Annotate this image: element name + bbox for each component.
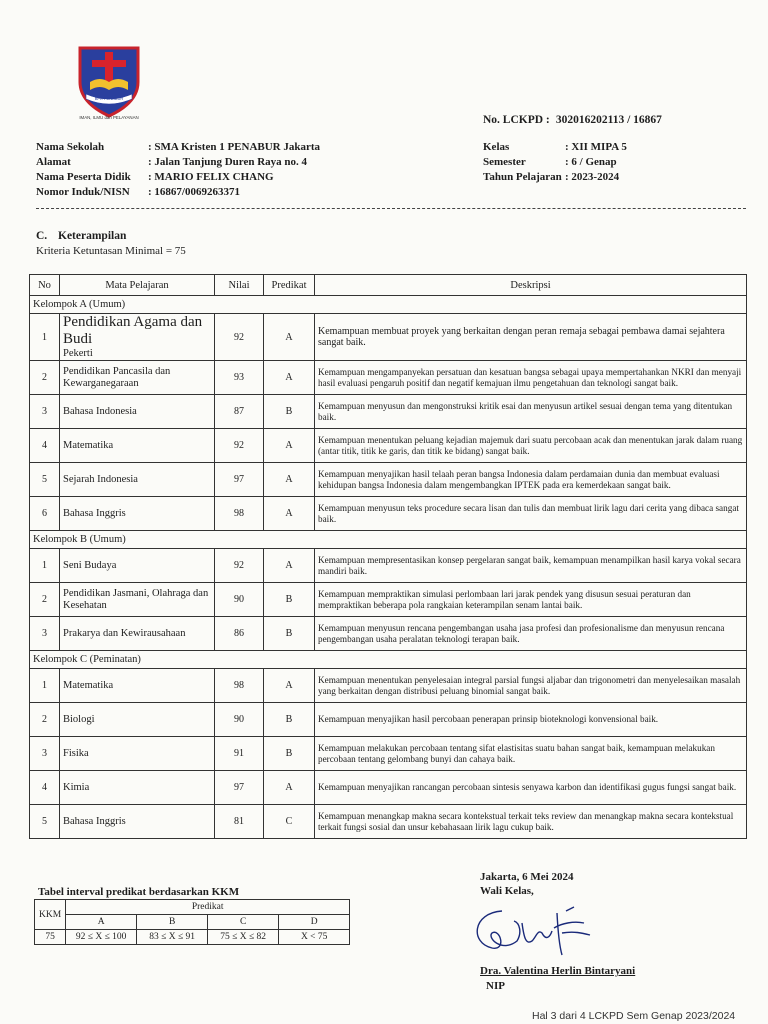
interval-title: Tabel interval predikat berdasarkan KKM xyxy=(38,886,240,898)
teacher-nip: NIP xyxy=(486,980,505,992)
predikat-value: B xyxy=(264,737,315,771)
group-row xyxy=(30,296,747,314)
info-row xyxy=(36,170,320,185)
svg-text:BPK PENABUR: BPK PENABUR xyxy=(94,96,124,101)
info-label: Tahun Pelajaran xyxy=(483,171,562,183)
table-row xyxy=(30,617,747,651)
table-row xyxy=(30,583,747,617)
info-value: : Jalan Tanjung Duren Raya no. 4 xyxy=(148,156,308,168)
description: Kemampuan menangkap makna secara kontekstual terkait teks review dan menangkap makna secara kontekstual terkait fungsi sosial dan unsur kebahasaan lirik lagu cukup baik. xyxy=(315,805,747,839)
row-no: 4 xyxy=(30,429,60,463)
nilai-value: 97 xyxy=(215,771,264,805)
subject-name xyxy=(60,395,215,429)
subject-name xyxy=(60,429,215,463)
class-identity xyxy=(483,140,627,185)
row-no: 3 xyxy=(30,737,60,771)
row-no: 2 xyxy=(30,703,60,737)
info-value: : 6 / Genap xyxy=(565,156,617,168)
predikat-value: C xyxy=(264,805,315,839)
table-row xyxy=(30,669,747,703)
subject-line: Seni Budaya xyxy=(63,559,117,571)
nilai-value: 98 xyxy=(215,497,264,531)
subject-name xyxy=(60,617,215,651)
kkm-text: Kriteria Ketuntasan Minimal = 75 xyxy=(36,245,186,257)
grade-range: X < 75 xyxy=(279,930,350,945)
table-row xyxy=(30,497,747,531)
nilai-value: 91 xyxy=(215,737,264,771)
nilai-value: 98 xyxy=(215,669,264,703)
group-name: Kelompok A (Umum) xyxy=(30,296,747,314)
nilai-value: 97 xyxy=(215,463,264,497)
grade-range: 83 ≤ X ≤ 91 xyxy=(137,930,208,945)
subject-name xyxy=(60,497,215,531)
subject-name xyxy=(60,669,215,703)
grade-range: 92 ≤ X ≤ 100 xyxy=(66,930,137,945)
subject-name xyxy=(60,771,215,805)
predikat-value: B xyxy=(264,703,315,737)
subject-line: Matematika xyxy=(63,679,114,691)
table-header-row xyxy=(30,275,747,296)
row-no: 1 xyxy=(30,314,60,361)
table-row xyxy=(30,361,747,395)
subject-name xyxy=(60,361,215,395)
subject-line: Bahasa Inggris xyxy=(63,815,126,827)
info-value: : XII MIPA 5 xyxy=(565,141,627,153)
header-nilai: Nilai xyxy=(215,275,264,296)
table-row xyxy=(30,805,747,839)
info-row xyxy=(483,140,627,155)
description: Kemampuan menentukan peluang kejadian majemuk dari suatu percobaan acak dan menentukan jarak dalam ruang (antar titik, titik ke garis, dan titik ke bidang) sangat baik. xyxy=(315,429,747,463)
description: Kemampuan mempraktikan simulasi perlombaan lari jarak pendek yang disusun sesuai peraturan dan mempraktikan beberapa pola rangkaian keterampilan senam lantai baik. xyxy=(315,583,747,617)
predikat-value: B xyxy=(264,583,315,617)
nilai-value: 86 xyxy=(215,617,264,651)
grade-label: C xyxy=(208,915,279,930)
row-no: 6 xyxy=(30,497,60,531)
grade-label: A xyxy=(66,915,137,930)
group-row xyxy=(30,651,747,669)
info-value: : 16867/0069263371 xyxy=(148,186,240,198)
table-row xyxy=(30,395,747,429)
subject-line: Pendidikan Agama dan Budi xyxy=(63,314,203,347)
info-label: Nama Peserta Didik xyxy=(36,171,131,183)
predikat-value: A xyxy=(264,497,315,531)
dashed-divider xyxy=(36,208,746,209)
predikat-value: A xyxy=(264,314,315,361)
header-predikat: Predikat xyxy=(264,275,315,296)
table-row xyxy=(30,703,747,737)
row-no: 1 xyxy=(30,549,60,583)
header-no: No xyxy=(30,275,60,296)
interval-kkm-value: 75 xyxy=(35,930,66,945)
info-row xyxy=(36,185,320,200)
page-footer: Hal 3 dari 4 LCKPD Sem Genap 2023/2024 xyxy=(532,1010,736,1022)
signature-place-date: Jakarta, 6 Mei 2024 Wali Kelas, xyxy=(480,871,574,897)
interval-table xyxy=(34,899,350,945)
handwritten-signature xyxy=(462,893,622,963)
section-title: C. Keterampilan xyxy=(36,230,127,242)
info-value: : MARIO FELIX CHANG xyxy=(148,171,274,183)
teacher-name: Dra. Valentina Herlin Bintaryani xyxy=(480,965,636,977)
info-label: Nama Sekolah xyxy=(36,141,105,153)
nilai-value: 92 xyxy=(215,314,264,361)
group-name: Kelompok B (Umum) xyxy=(30,531,747,549)
table-row xyxy=(30,429,747,463)
description: Kemampuan menyusun dan mengonstruksi kritik esai dan menyusun artikel sesuai dengan tema yang ditentukan baik. xyxy=(315,395,747,429)
description: Kemampuan menentukan penyelesaian integral parsial fungsi aljabar dan trigonometri dan menyelesaikan masalah yang berkaitan dengan distribusi peluang binomial sangat baik. xyxy=(315,669,747,703)
table-row xyxy=(30,314,747,361)
row-no: 2 xyxy=(30,583,60,617)
nilai-value: 90 xyxy=(215,583,264,617)
grade-label: D xyxy=(279,915,350,930)
subject-name xyxy=(60,703,215,737)
row-no: 3 xyxy=(30,395,60,429)
subject-line: Prakarya dan Kewirausahaan xyxy=(63,627,186,639)
info-row xyxy=(483,170,627,185)
header-subject: Mata Pelajaran xyxy=(60,275,215,296)
predikat-value: A xyxy=(264,549,315,583)
info-label: Semester xyxy=(483,156,526,168)
svg-text:IMAN, ILMU dan PELAYANAN: IMAN, ILMU dan PELAYANAN xyxy=(79,115,139,120)
nilai-value: 87 xyxy=(215,395,264,429)
description: Kemampuan mengampanyekan persatuan dan kesatuan bangsa sebagai upaya mempertahankan NKRI dan menyaji hasil evaluasi pengaruh positif dan negatif kemajuan ilmu pengetahuan dan teknologi sangat baik. xyxy=(315,361,747,395)
subject-line: Kimia xyxy=(63,781,90,793)
predikat-value: A xyxy=(264,361,315,395)
info-row xyxy=(36,155,320,170)
interval-kkm-label: KKM xyxy=(35,900,66,930)
description: Kemampuan menyajikan hasil percobaan penerapan prinsip bioteknologi konvensional baik. xyxy=(315,703,747,737)
nilai-value: 81 xyxy=(215,805,264,839)
subject-line: Pendidikan Pancasila dan Kewarganegaraan xyxy=(63,365,171,389)
subject-line: Biologi xyxy=(63,713,95,725)
info-row xyxy=(483,155,627,170)
subject-line: Fisika xyxy=(63,747,89,759)
description: Kemampuan membuat proyek yang berkaitan dengan peran remaja sebagai pembawa damai sejahtera sangat baik. xyxy=(315,314,747,361)
table-row xyxy=(30,549,747,583)
subject-name xyxy=(60,583,215,617)
school-logo xyxy=(70,42,148,120)
predikat-value: B xyxy=(264,395,315,429)
nilai-value: 90 xyxy=(215,703,264,737)
subject-name xyxy=(60,463,215,497)
row-no: 1 xyxy=(30,669,60,703)
subject-line: Pekerti xyxy=(63,348,93,359)
description: Kemampuan menyajikan rancangan percobaan sintesis senyawa karbon dan identifikasi gugus fungsi sangat baik. xyxy=(315,771,747,805)
info-label: Kelas xyxy=(483,141,510,153)
grade-range: 75 ≤ X ≤ 82 xyxy=(208,930,279,945)
header-deskripsi: Deskripsi xyxy=(315,275,747,296)
group-row xyxy=(30,531,747,549)
description: Kemampuan menyajikan hasil telaah peran bangsa Indonesia dalam perdamaian dunia dan membuat evaluasi kehidupan bangsa Indonesia dalam mengembangkan IPTEK pada era kemerdekaan sangat baik. xyxy=(315,463,747,497)
info-label: Alamat xyxy=(36,156,71,168)
predikat-value: A xyxy=(264,463,315,497)
table-row xyxy=(30,463,747,497)
row-no: 2 xyxy=(30,361,60,395)
nilai-value: 92 xyxy=(215,429,264,463)
info-label: Nomor Induk/NISN xyxy=(36,186,130,198)
lckpd-number: No. LCKPD : 302016202113 / 16867 xyxy=(483,114,662,126)
nilai-value: 92 xyxy=(215,549,264,583)
group-name: Kelompok C (Peminatan) xyxy=(30,651,747,669)
predikat-value: A xyxy=(264,669,315,703)
subject-line: Matematika xyxy=(63,439,114,451)
subject-line: Sejarah Indonesia xyxy=(63,473,138,485)
interval-predikat-label: Predikat xyxy=(66,900,350,915)
grade-label: B xyxy=(137,915,208,930)
grades-table xyxy=(29,274,747,839)
subject-name xyxy=(60,805,215,839)
info-value: : 2023-2024 xyxy=(565,171,620,183)
student-identity xyxy=(36,140,320,200)
description: Kemampuan menyusun rencana pengembangan usaha jasa profesi dan profesionalisme dan menyusun rencana pengembangan usaha peralatan teknologi terapan baik. xyxy=(315,617,747,651)
row-no: 4 xyxy=(30,771,60,805)
info-value: : SMA Kristen 1 PENABUR Jakarta xyxy=(148,141,321,153)
row-no: 5 xyxy=(30,805,60,839)
subject-line: Pendidikan Jasmani, Olahraga dan Kesehatan xyxy=(63,587,209,611)
predikat-value: B xyxy=(264,617,315,651)
description: Kemampuan menyusun teks procedure secara lisan dan tulis dan membuat lirik lagu dari cerita yang dibaca sangat baik. xyxy=(315,497,747,531)
subject-name xyxy=(60,314,215,361)
table-row xyxy=(30,737,747,771)
subject-line: Bahasa Inggris xyxy=(63,507,126,519)
table-row xyxy=(30,771,747,805)
subject-name xyxy=(60,737,215,771)
description: Kemampuan melakukan percobaan tentang sifat elastisitas suatu bahan sangat baik, kemampuan melakukan percobaan tentang gelombang bunyi dan cahaya baik. xyxy=(315,737,747,771)
row-no: 5 xyxy=(30,463,60,497)
description: Kemampuan mempresentasikan konsep pergelaran sangat baik, kemampuan menampilkan hasil karya vokal secara mandiri baik. xyxy=(315,549,747,583)
subject-line: Bahasa Indonesia xyxy=(63,405,137,417)
info-row xyxy=(36,140,320,155)
predikat-value: A xyxy=(264,771,315,805)
nilai-value: 93 xyxy=(215,361,264,395)
predikat-value: A xyxy=(264,429,315,463)
row-no: 3 xyxy=(30,617,60,651)
subject-name xyxy=(60,549,215,583)
